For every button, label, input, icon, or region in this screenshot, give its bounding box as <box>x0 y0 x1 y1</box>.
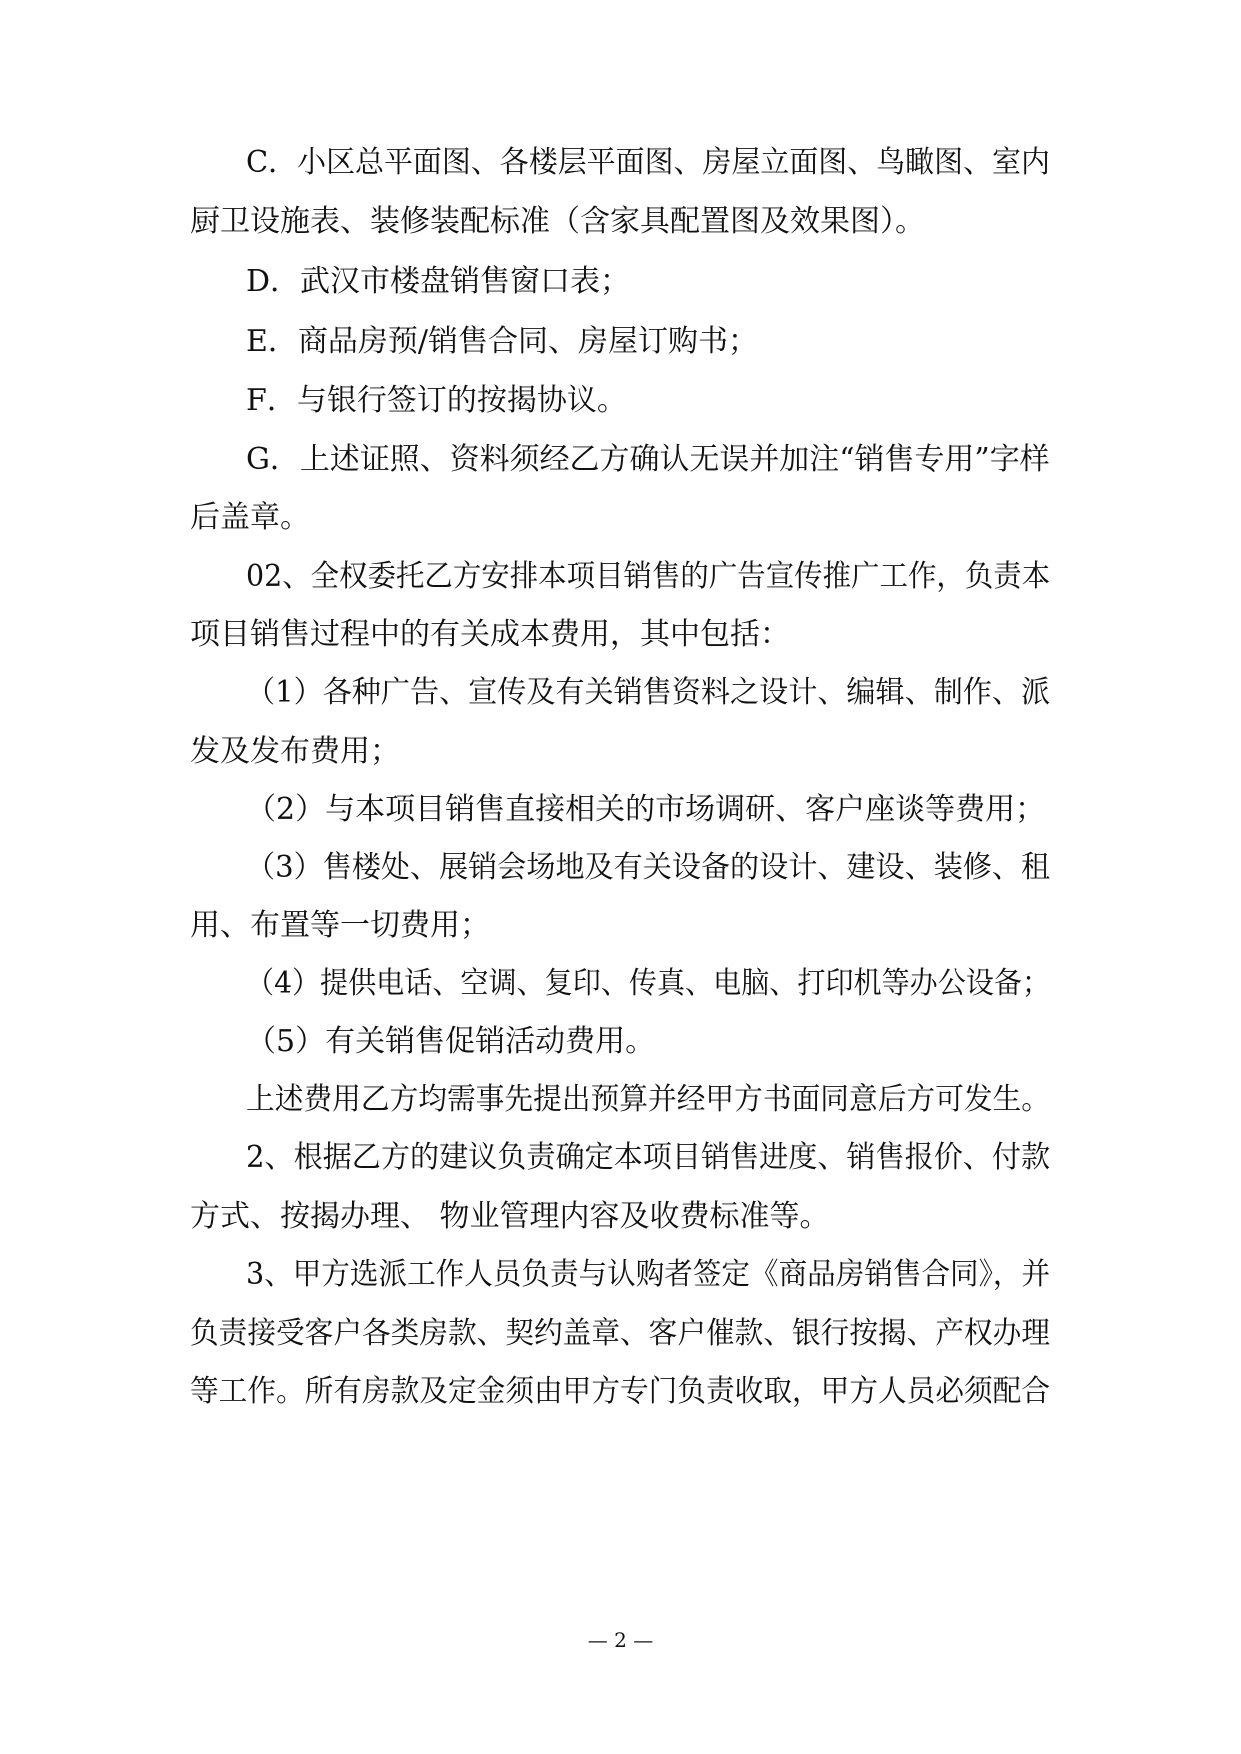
paragraph-line-item-1: （1）各种广告、宣传及有关销售资料之设计、编辑、制作、派 <box>246 675 1051 710</box>
paragraph-line-item-4: （4）提供电话、空调、复印、传真、电脑、打印机等办公设备； <box>246 966 1051 1001</box>
paragraph-line-item-2: （2）与本项目销售直接相关的市场调研、客户座谈等费用； <box>246 792 1046 827</box>
paragraph-line: 负责接受客户各类房款、契约盖章、客户催款、银行按揭、产权办理 <box>190 1316 1050 1351</box>
page-number: — 2 — <box>587 1628 654 1652</box>
paragraph-line-c: C．小区总平面图、各楼层平面图、房屋立面图、鸟瞰图、室内 <box>246 145 1050 180</box>
paragraph-line-item-3: （3）售楼处、展销会场地及有关设备的设计、建设、装修、租 <box>246 850 1051 885</box>
paragraph-line-budget: 上述费用乙方均需事先提出预算并经甲方书面同意后方可发生。 <box>246 1082 1050 1117</box>
paragraph-line: 厨卫设施表、装修装配标准（含家具配置图及效果图）。 <box>190 204 925 239</box>
paragraph-line: 发及发布费用； <box>190 734 400 769</box>
paragraph-line: 项目销售过程中的有关成本费用，其中包括： <box>190 617 790 652</box>
paragraph-line: 方式、按揭办理、 物业管理内容及收费标准等。 <box>190 1199 830 1234</box>
paragraph-line: 后盖章。 <box>190 500 310 535</box>
paragraph-line-d: D．武汉市楼盘销售窗口表； <box>246 264 631 299</box>
paragraph-line-g: G．上述证照、资料须经乙方确认无误并加注“销售专用”字样 <box>246 442 1050 477</box>
paragraph-line-3: 3、甲方选派工作人员负责与认购者签定《商品房销售合同》，并 <box>246 1257 1051 1292</box>
paragraph-line-2: 2、根据乙方的建议负责确定本项目销售进度、销售报价、付款 <box>246 1140 1051 1175</box>
paragraph-line: 等工作。所有房款及定金须由甲方专门负责收取，甲方人员必须配合 <box>190 1374 1050 1409</box>
paragraph-line-02: 02、全权委托乙方安排本项目销售的广告宣传推广工作，负责本 <box>246 559 1051 594</box>
paragraph-line-item-5: （5）有关销售促销活动费用。 <box>246 1024 656 1059</box>
paragraph-line: 用、布置等一切费用； <box>190 908 490 943</box>
paragraph-line-f: F．与银行签订的按揭协议。 <box>246 383 627 418</box>
paragraph-line-e: E．商品房预/销售合同、房屋订购书； <box>246 324 759 359</box>
